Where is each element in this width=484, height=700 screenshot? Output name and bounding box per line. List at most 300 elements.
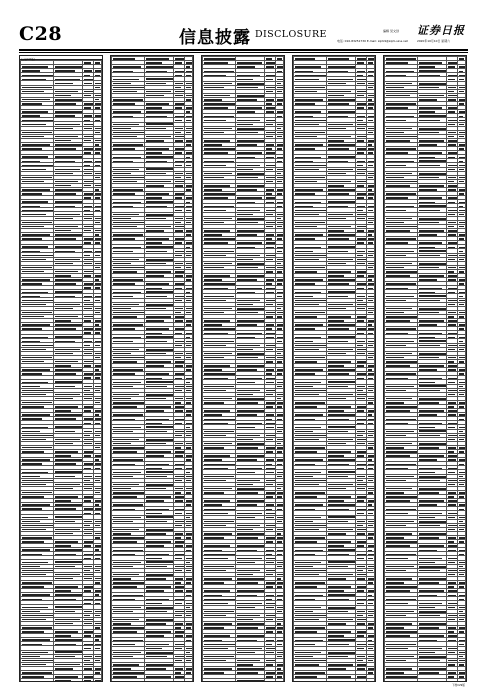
- cell-text-mark: [22, 283, 42, 284]
- cell-text-mark: [175, 242, 182, 243]
- cell-text-mark: [186, 247, 190, 248]
- cell-text-mark: [95, 680, 101, 681]
- cell-text-mark: [175, 197, 182, 198]
- cell-text-mark: [266, 91, 272, 92]
- cell-text-mark: [84, 283, 93, 284]
- cell-text-mark: [22, 525, 53, 526]
- cell-text-mark: [357, 193, 366, 194]
- cell-text-mark: [357, 58, 366, 59]
- cell-text-mark: [277, 91, 282, 92]
- cell-text-mark: [95, 308, 101, 309]
- cell-text-mark: [204, 513, 228, 514]
- cell-text-mark: [113, 582, 144, 583]
- cell-text-mark: [175, 255, 181, 256]
- cell-text-mark: [55, 263, 73, 264]
- cell-text-mark: [368, 132, 372, 133]
- cell-text-mark: [84, 394, 94, 395]
- cell-text-mark: [84, 332, 90, 333]
- cell-text-mark: [22, 676, 44, 677]
- cell-text-mark: [237, 382, 255, 383]
- cell-text-mark: [186, 177, 191, 178]
- cell-text-mark: [146, 58, 169, 59]
- cell-text-mark: [175, 140, 183, 141]
- cell-text-mark: [186, 455, 192, 456]
- cell-text-mark: [84, 226, 93, 227]
- cell-text-mark: [277, 316, 282, 317]
- cell-text-mark: [237, 558, 262, 559]
- cell-text-mark: [95, 70, 101, 71]
- cell-text-mark: [95, 410, 101, 411]
- cell-text-mark: [357, 161, 365, 162]
- cell-text-mark: [266, 480, 275, 481]
- cell-text-mark: [95, 554, 101, 555]
- cell-text-mark: [95, 345, 100, 346]
- cell-text-mark: [22, 304, 46, 305]
- cell-text-mark: [204, 672, 224, 673]
- cell-text-mark: [84, 533, 92, 534]
- cell-text-mark: [84, 529, 94, 530]
- cell-text-mark: [95, 210, 100, 211]
- cell-text-mark: [204, 87, 224, 88]
- cell-text-mark: [295, 210, 326, 211]
- cell-text-mark: [368, 116, 374, 117]
- cell-text-mark: [22, 451, 44, 452]
- cell-text-mark: [22, 586, 44, 587]
- cell-text-mark: [113, 554, 135, 555]
- cell-text-mark: [55, 328, 77, 329]
- cell-text-mark: [204, 144, 222, 145]
- cell-text-mark: [95, 603, 100, 604]
- cell-text-mark: [95, 500, 101, 501]
- cell-text-mark: [237, 144, 257, 145]
- cell-text-mark: [357, 173, 365, 174]
- masthead-rule: [19, 49, 468, 51]
- cell-text-mark: [55, 463, 77, 464]
- cell-text-mark: [266, 369, 274, 370]
- cell-text-mark: [84, 197, 90, 198]
- cell-text-mark: [55, 193, 77, 194]
- cell-text-mark: [84, 635, 91, 636]
- cell-text-mark: [277, 312, 283, 313]
- cell-text-mark: [277, 607, 283, 608]
- cell-text-mark: [204, 533, 232, 534]
- cell-text-mark: [84, 103, 93, 104]
- cell-text-mark: [55, 124, 80, 125]
- cell-text-mark: [204, 62, 228, 63]
- cell-text-mark: [186, 337, 190, 338]
- cell-text-mark: [22, 459, 50, 460]
- cell-text-mark: [22, 570, 53, 571]
- cell-text-mark: [146, 353, 166, 354]
- cell-text-mark: [237, 120, 260, 121]
- cell-text-mark: [146, 590, 164, 591]
- cell-text-mark: [237, 337, 255, 338]
- cell-text-mark: [266, 541, 272, 542]
- cell-text-mark: [266, 210, 275, 211]
- cell-text-mark: [277, 517, 283, 518]
- cell-text-mark: [295, 165, 326, 166]
- cell-text-mark: [22, 99, 50, 100]
- cell-text-mark: [237, 99, 257, 100]
- cell-text-mark: [237, 210, 260, 211]
- cell-text-mark: [277, 464, 282, 465]
- cell-text-mark: [113, 279, 143, 280]
- cell-text-mark: [204, 152, 228, 153]
- cell-text-mark: [55, 455, 71, 456]
- cell-text-mark: [55, 611, 75, 612]
- cell-text-mark: [237, 603, 262, 604]
- cell-text-mark: [146, 676, 171, 677]
- cell-text-mark: [204, 369, 222, 370]
- cell-text-mark: [55, 161, 75, 162]
- cell-text-mark: [295, 226, 317, 227]
- cell-text-mark: [237, 619, 253, 620]
- cell-text-mark: [22, 644, 42, 645]
- cell-text-mark: [186, 111, 190, 112]
- cell-text-mark: [95, 668, 101, 669]
- cell-text-mark: [186, 623, 192, 624]
- cell-text-mark: [237, 627, 259, 628]
- cell-text-mark: [95, 234, 99, 235]
- cell-text-mark: [175, 656, 184, 657]
- cell-text-mark: [204, 443, 232, 444]
- cell-text-mark: [175, 566, 184, 567]
- cell-text-mark: [175, 611, 184, 612]
- cell-text-mark: [113, 382, 141, 383]
- cell-text-mark: [84, 308, 92, 309]
- cell-text-mark: [204, 230, 230, 231]
- table-cell: [203, 679, 236, 682]
- cell-text-mark: [204, 525, 226, 526]
- cell-text-mark: [22, 251, 40, 252]
- cell-text-mark: [186, 472, 190, 473]
- cell-text-mark: [266, 504, 274, 505]
- cell-text-mark: [84, 476, 92, 477]
- table-cell: [83, 679, 94, 682]
- cell-text-mark: [84, 508, 93, 509]
- cell-text-mark: [55, 271, 78, 272]
- cell-text-mark: [186, 492, 191, 493]
- cell-text-mark: [266, 652, 274, 653]
- cell-text-mark: [113, 136, 137, 137]
- cell-text-mark: [266, 603, 276, 604]
- cell-text-mark: [266, 62, 276, 63]
- cell-text-mark: [186, 234, 190, 235]
- cell-text-mark: [266, 439, 273, 440]
- cell-text-mark: [237, 292, 255, 293]
- cell-text-mark: [237, 378, 262, 379]
- cell-text-mark: [175, 218, 183, 219]
- cell-text-mark: [55, 545, 71, 546]
- cell-text-mark: [55, 521, 75, 522]
- cell-text-mark: [186, 443, 192, 444]
- cell-text-mark: [237, 394, 253, 395]
- cell-text-mark: [84, 631, 93, 632]
- cell-text-mark: [204, 353, 232, 354]
- cell-text-mark: [204, 402, 224, 403]
- cell-text-mark: [328, 173, 346, 174]
- cell-text-mark: [186, 308, 192, 309]
- cell-text-mark: [277, 218, 281, 219]
- cell-text-mark: [277, 562, 283, 563]
- cell-text-mark: [186, 640, 190, 641]
- cell-text-mark: [55, 533, 73, 534]
- cell-text-mark: [95, 594, 99, 595]
- cell-text-mark: [186, 369, 190, 370]
- cell-text-mark: [22, 496, 44, 497]
- cell-text-mark: [266, 451, 272, 452]
- cell-text-mark: [175, 668, 183, 669]
- cell-text-mark: [95, 283, 101, 284]
- cell-text-mark: [175, 288, 182, 289]
- cell-text-mark: [266, 607, 274, 608]
- cell-text-mark: [95, 545, 101, 546]
- cell-text-mark: [357, 75, 363, 76]
- cell-text-mark: [204, 189, 222, 190]
- cell-text-mark: [237, 202, 255, 203]
- cell-text-mark: [237, 648, 262, 649]
- cell-text-mark: [266, 586, 272, 587]
- cell-text-mark: [22, 214, 46, 215]
- cell-text-mark: [186, 668, 192, 669]
- cell-text-mark: [266, 361, 272, 362]
- cell-text-mark: [95, 455, 101, 456]
- cell-text-mark: [357, 128, 365, 129]
- cell-text-mark: [95, 197, 100, 198]
- cell-text-mark: [55, 406, 78, 407]
- cell-text-mark: [113, 316, 137, 317]
- cell-text-mark: [146, 378, 162, 379]
- cell-text-mark: [113, 595, 143, 596]
- cell-text-mark: [237, 288, 262, 289]
- cell-text-mark: [237, 672, 259, 673]
- cell-text-mark: [237, 304, 253, 305]
- cell-text-mark: [266, 468, 276, 469]
- cell-text-mark: [95, 414, 99, 415]
- cell-text-mark: [277, 173, 281, 174]
- cell-text-mark: [266, 197, 276, 198]
- cell-text-mark: [295, 116, 313, 117]
- cell-text-mark: [22, 79, 46, 80]
- cell-text-mark: [95, 476, 101, 477]
- cell-text-mark: [146, 431, 168, 432]
- cell-text-mark: [204, 324, 222, 325]
- cell-text-mark: [266, 324, 274, 325]
- cell-text-mark: [277, 79, 283, 80]
- cell-text-mark: [22, 607, 48, 608]
- cell-text-mark: [22, 386, 40, 387]
- cell-text-mark: [113, 177, 144, 178]
- cell-text-mark: [186, 300, 191, 301]
- cell-text-mark: [204, 210, 226, 211]
- cell-text-mark: [186, 206, 192, 207]
- cell-text-mark: [175, 398, 183, 399]
- cell-text-mark: [113, 472, 141, 473]
- cell-text-mark: [95, 648, 100, 649]
- cell-text-mark: [266, 226, 272, 227]
- cell-text-mark: [95, 328, 101, 329]
- cell-text-mark: [186, 488, 192, 489]
- cell-text-mark: [113, 668, 131, 669]
- cell-text-mark: [22, 639, 50, 640]
- cell-text-mark: [22, 201, 48, 202]
- cell-text-mark: [266, 484, 273, 485]
- cell-text-mark: [84, 95, 91, 96]
- cell-text-mark: [22, 148, 42, 149]
- cell-text-mark: [146, 373, 169, 374]
- cell-text-mark: [55, 635, 71, 636]
- cell-text-mark: [175, 357, 181, 358]
- cell-text-mark: [55, 181, 78, 182]
- cell-text-mark: [95, 590, 101, 591]
- cell-text-mark: [113, 533, 131, 534]
- cell-text-mark: [22, 463, 42, 464]
- cell-text-mark: [237, 234, 257, 235]
- cell-text-mark: [146, 644, 169, 645]
- cell-text-mark: [277, 148, 282, 149]
- cell-text-mark: [277, 472, 283, 473]
- cell-text-mark: [295, 169, 319, 170]
- cell-text-mark: [113, 222, 144, 223]
- cell-text-mark: [186, 95, 192, 96]
- cell-text-mark: [113, 509, 135, 510]
- cell-text-mark: [237, 324, 257, 325]
- cell-text-mark: [204, 423, 228, 424]
- cell-text-mark: [175, 341, 184, 342]
- cell-text-mark: [84, 541, 93, 542]
- cell-text-mark: [95, 390, 100, 391]
- cell-text-mark: [277, 386, 281, 387]
- cell-text-mark: [237, 279, 257, 280]
- cell-text-mark: [266, 87, 275, 88]
- cell-text-mark: [22, 210, 53, 211]
- cell-text-mark: [55, 320, 71, 321]
- cell-text-mark: [55, 410, 71, 411]
- cell-text-mark: [146, 251, 168, 252]
- cell-text-mark: [277, 251, 281, 252]
- cell-text-mark: [22, 66, 48, 67]
- cell-text-mark: [113, 79, 139, 80]
- cell-text-mark: [186, 562, 190, 563]
- cell-text-mark: [266, 619, 273, 620]
- cell-text-mark: [266, 292, 274, 293]
- cell-text-mark: [175, 513, 182, 514]
- cell-text-mark: [277, 263, 281, 264]
- cell-text-mark: [95, 320, 101, 321]
- cell-text-mark: [266, 525, 275, 526]
- cell-text-mark: [186, 578, 192, 579]
- cell-text-mark: [22, 279, 50, 280]
- cell-text-mark: [146, 398, 166, 399]
- cell-text-mark: [113, 496, 137, 497]
- cell-text-mark: [186, 386, 192, 387]
- cell-text-mark: [277, 304, 283, 305]
- cell-text-mark: [186, 517, 190, 518]
- cell-text-mark: [95, 566, 101, 567]
- cell-text-mark: [277, 169, 283, 170]
- cell-text-mark: [175, 599, 184, 600]
- cell-text-mark: [113, 619, 139, 620]
- cell-text-mark: [186, 513, 192, 514]
- cell-text-mark: [113, 247, 141, 248]
- cell-text-mark: [357, 95, 364, 96]
- cell-text-mark: [277, 427, 283, 428]
- cell-text-mark: [95, 189, 99, 190]
- cell-text-mark: [237, 267, 259, 268]
- cell-text-mark: [266, 238, 272, 239]
- cell-text-mark: [277, 189, 283, 190]
- cell-text-mark: [84, 296, 92, 297]
- cell-text-mark: [175, 177, 181, 178]
- cell-text-mark: [368, 189, 372, 190]
- cell-text-mark: [95, 386, 101, 387]
- cell-text-mark: [55, 173, 73, 174]
- cell-text-mark: [113, 304, 139, 305]
- cell-text-mark: [277, 357, 283, 358]
- cell-text-mark: [175, 644, 184, 645]
- cell-text-mark: [95, 627, 99, 628]
- cell-text-mark: [368, 230, 374, 231]
- cell-text-mark: [146, 631, 171, 632]
- cell-text-mark: [277, 541, 282, 542]
- cell-text-mark: [84, 443, 92, 444]
- cell-text-mark: [266, 558, 276, 559]
- cell-text-mark: [277, 447, 283, 448]
- cell-text-mark: [277, 664, 283, 665]
- cell-text-mark: [175, 230, 183, 231]
- cell-text-mark: [84, 185, 91, 186]
- cell-text-mark: [113, 541, 137, 542]
- cell-text-mark: [266, 99, 274, 100]
- cell-text-mark: [277, 611, 281, 612]
- cell-text-mark: [22, 337, 48, 338]
- cell-text-mark: [84, 115, 92, 116]
- cell-text-mark: [357, 91, 366, 92]
- cell-text-mark: [186, 648, 192, 649]
- cell-text-mark: [204, 545, 230, 546]
- cell-text-mark: [113, 259, 139, 260]
- cell-text-mark: [277, 111, 283, 112]
- cell-text-mark: [84, 361, 93, 362]
- cell-text-mark: [186, 312, 191, 313]
- cell-text-mark: [266, 615, 275, 616]
- cell-text-mark: [204, 251, 234, 252]
- cell-text-mark: [84, 62, 90, 63]
- cell-text-mark: [368, 99, 372, 100]
- cell-text-mark: [186, 218, 192, 219]
- cell-text-mark: [266, 349, 273, 350]
- cell-text-mark: [175, 283, 184, 284]
- cell-text-mark: [186, 71, 192, 72]
- cell-text-mark: [175, 586, 185, 587]
- cell-text-mark: [22, 484, 46, 485]
- cell-text-mark: [84, 398, 92, 399]
- cell-text-mark: [175, 161, 184, 162]
- cell-text-mark: [146, 558, 162, 559]
- cell-text-mark: [204, 578, 232, 579]
- cell-text-mark: [113, 87, 144, 88]
- cell-text-mark: [95, 115, 101, 116]
- cell-text-mark: [175, 206, 184, 207]
- cell-text-mark: [186, 431, 192, 432]
- cell-text-mark: [186, 165, 191, 166]
- cell-text-mark: [55, 574, 80, 575]
- cell-text-mark: [95, 513, 100, 514]
- cell-text-mark: [237, 79, 253, 80]
- cell-text-mark: [277, 136, 282, 137]
- cell-text-mark: [175, 263, 183, 264]
- cell-text-mark: [84, 656, 92, 657]
